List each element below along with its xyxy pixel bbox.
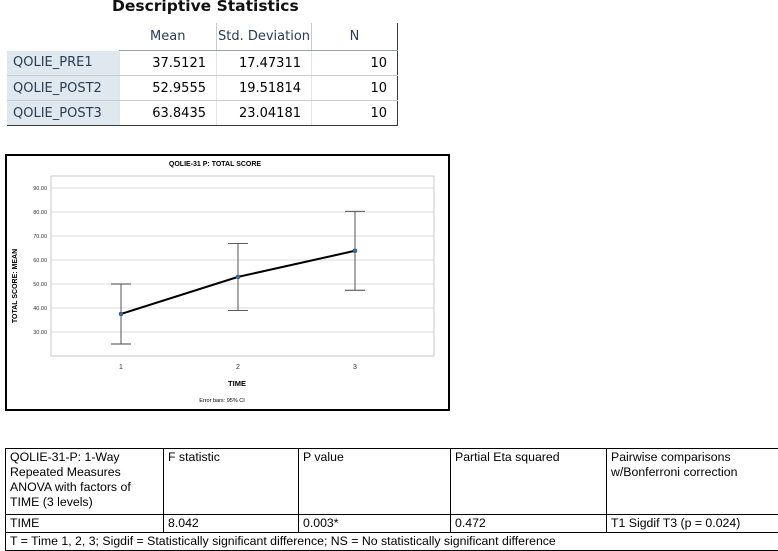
y-tick-label: 90.00 [33, 186, 47, 192]
anova-header-cell: Partial Eta squared [451, 449, 607, 515]
x-tick-label: 1 [119, 364, 123, 371]
anova-header-cell: QOLIE-31-P: 1-Way Repeated Measures ANOVA with factors of TIME (3 levels) [6, 449, 164, 515]
y-tick-label: 40.00 [33, 306, 47, 312]
header-mean: Mean [120, 23, 217, 51]
table-row [7, 101, 398, 126]
anova-header-cell: P value [299, 449, 451, 515]
descriptive-statistics-table [7, 23, 398, 126]
line-chart [7, 156, 448, 409]
error-bars-note: Error bars: 95% CI [199, 398, 245, 404]
chart-frame [5, 154, 450, 411]
row-label: QOLIE_POST3 [7, 101, 120, 126]
y-tick-label: 50.00 [33, 282, 47, 288]
data-point [236, 275, 240, 279]
anova-cell: 0.472 [451, 515, 607, 533]
n-cell: 10 [312, 51, 398, 76]
anova-cell: 8.042 [164, 515, 299, 533]
anova-footnote-row [6, 533, 778, 551]
header-blank [7, 23, 120, 51]
data-point [353, 249, 357, 253]
y-axis-label: TOTAL SCORE: MEAN [12, 249, 19, 323]
mean-cell: 52.9555 [120, 76, 217, 101]
data-point [119, 312, 123, 316]
anova-data-row [6, 515, 778, 533]
table-row [7, 51, 398, 76]
row-label: QOLIE_POST2 [7, 76, 120, 101]
table-header-row [7, 23, 398, 51]
x-tick-label: 3 [353, 364, 357, 371]
anova-header-cell: Pairwise comparisons w/Bonferroni correction [607, 449, 778, 515]
plot-area [51, 176, 434, 356]
descriptive-statistics-title: Descriptive Statistics [112, 0, 302, 15]
chart-title: QOLIE-31 P: TOTAL SCORE [169, 161, 262, 168]
anova-footnote: T = Time 1, 2, 3; Sigdif = Statistically significant difference; NS = No statistically significant difference [6, 533, 778, 551]
std-deviation-cell: 17.47311 [217, 51, 312, 76]
std-deviation-cell: 19.51814 [217, 76, 312, 101]
y-tick-label: 80.00 [33, 210, 47, 216]
y-tick-label: 60.00 [33, 258, 47, 264]
anova-table [5, 448, 778, 551]
n-cell: 10 [312, 101, 398, 126]
mean-cell: 63.8435 [120, 101, 217, 126]
anova-cell: 0.003* [299, 515, 451, 533]
header-n: N [312, 23, 398, 51]
y-tick-label: 70.00 [33, 234, 47, 240]
y-tick-label: 30.00 [33, 330, 47, 336]
table-row [7, 76, 398, 101]
mean-cell: 37.5121 [120, 51, 217, 76]
x-tick-label: 2 [236, 364, 240, 371]
x-axis-label: TIME [228, 379, 246, 388]
anova-header-row [6, 449, 778, 515]
anova-cell: TIME [6, 515, 164, 533]
n-cell: 10 [312, 76, 398, 101]
row-label: QOLIE_PRE1 [7, 51, 120, 76]
header-std-deviation: Std. Deviation [217, 23, 312, 51]
std-deviation-cell: 23.04181 [217, 101, 312, 126]
anova-cell: T1 Sigdif T3 (p = 0.024) [607, 515, 778, 533]
anova-header-cell: F statistic [164, 449, 299, 515]
